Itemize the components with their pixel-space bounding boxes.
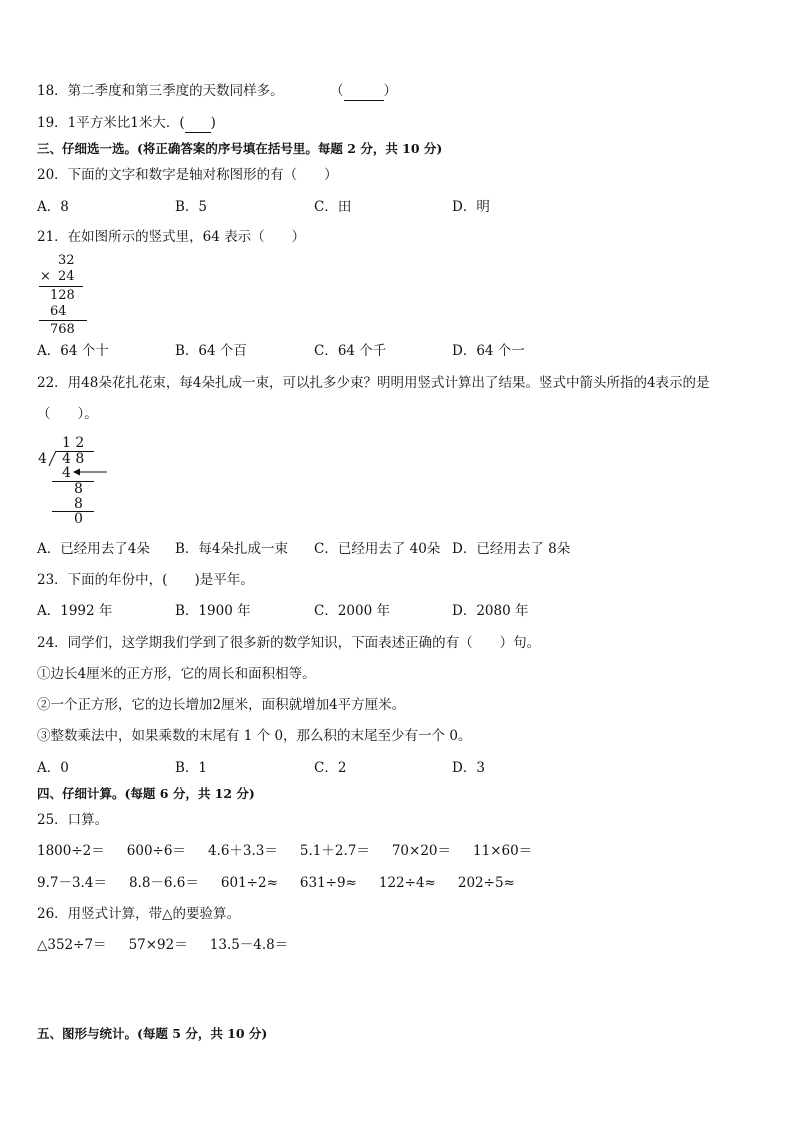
div-subtract-1: 4 [62, 465, 71, 481]
q21-option-c: C．64 个千 [314, 343, 387, 359]
calc-second-number: 24 [58, 269, 75, 284]
q23-option-a: A．1992 年 [37, 603, 113, 619]
question-18-text: 18．第二季度和第三季度的天数同样多。 [37, 83, 284, 99]
q24-statement-3: ③整数乘法中，如果乘数的末尾有 1 个 0，那么积的末尾至少有一个 0。 [37, 728, 472, 744]
q21-option-d: D．64 个一 [452, 343, 525, 359]
q26-row [37, 936, 310, 954]
question-24-text: 24．同学们，这学期我们学到了很多新的数学知识，下面表述正确的有（ ）句。 [37, 635, 541, 651]
calc-top-number: 32 [58, 253, 75, 268]
div-remainder-1: 8 [74, 481, 83, 497]
q21-option-a: A．64 个十 [37, 343, 109, 359]
calc-item: 4.6＋3.3＝ [207, 843, 278, 859]
calc-result: 768 [50, 322, 75, 337]
calc-partial-2: 64 [50, 304, 67, 319]
q20-option-a: A．8 [37, 199, 69, 215]
calc-item: 5.1＋2.7＝ [299, 843, 370, 859]
division-bracket [48, 449, 58, 467]
calc-item: 600÷6＝ [126, 843, 186, 859]
div-dividend: 4 8 [62, 451, 85, 467]
q22-option-c: C．已经用去了 40朵 [314, 541, 441, 557]
section-3-heading: 三、仔细选一选。(将正确答案的序号填在括号里。每题 2 分，共 10 分) [37, 141, 443, 156]
q22-option-d: D．已经用去了 8朵 [452, 541, 571, 557]
calc-item: 9.7－3.4＝ [37, 875, 107, 891]
question-18 [37, 82, 284, 100]
q23-option-c: C．2000 年 [314, 603, 390, 619]
q23-option-b: B．1900 年 [175, 603, 251, 619]
paren-close: ) [210, 115, 216, 131]
calc-rule-2 [39, 320, 87, 321]
div-rule-2 [52, 511, 94, 512]
q20-option-d: D．明 [452, 199, 490, 215]
calc-item: 11×60＝ [473, 843, 533, 859]
q24-option-a: A．0 [37, 760, 69, 776]
calc-item: 8.8－6.6＝ [128, 875, 199, 891]
q24-statement-2: ②一个正方形，它的边长增加2厘米，面积就增加4平方厘米。 [37, 697, 406, 713]
section-5-heading: 五、图形与统计。(每题 5 分，共 10 分) [37, 1026, 268, 1041]
div-rule-1 [52, 481, 94, 482]
blank-line [344, 82, 384, 101]
q20-option-b: B．5 [175, 199, 208, 215]
calc-item: 1800÷2＝ [37, 843, 105, 859]
calc-rule-1 [39, 286, 83, 287]
question-22-text-2: （ ）。 [37, 406, 98, 422]
paren-close: ） [383, 83, 397, 99]
q23-option-d: D．2080 年 [452, 603, 529, 619]
q22-option-a: A．已经用去了4朵 [37, 541, 150, 557]
question-22-text: 22．用48朵花扎花束，每4朵扎成一束，可以扎多少束？明明用竖式计算出了结果。竖式中箭头所指的4表示的是 [37, 375, 710, 391]
calc-item: 57×92＝ [128, 937, 188, 953]
section-4-heading: 四、仔细计算。(每题 6 分，共 12 分) [37, 786, 255, 801]
calc-partial-1: 128 [50, 288, 75, 303]
paren-open: （ [330, 83, 344, 99]
question-26-text: 26．用竖式计算，带△的要验算。 [37, 906, 241, 922]
q24-option-c: C．2 [314, 760, 347, 776]
question-19 [37, 114, 216, 133]
calc-item: 202÷5≈ [457, 875, 515, 891]
q24-option-b: B．1 [175, 760, 208, 776]
question-19-text: 19．1平方米比1米大．( [37, 115, 185, 131]
div-remainder-2: 0 [74, 511, 83, 527]
question-21-text: 21．在如图所示的竖式里，64 表示（ ） [37, 229, 306, 245]
calc-item: 122÷4≈ [378, 875, 436, 891]
div-divisor: 4 [38, 451, 47, 467]
q24-option-d: D．3 [452, 760, 485, 776]
q20-option-c: C．田 [314, 199, 352, 215]
q25-row-1 [37, 842, 554, 860]
calc-item: 631÷9≈ [299, 875, 357, 891]
div-subtract-2: 8 [74, 496, 83, 512]
q22-option-b: B．每4朵扎成一束 [175, 541, 289, 557]
answer-blank-18 [330, 82, 397, 101]
div-quotient: 1 2 [62, 435, 85, 451]
q24-statement-1: ①边长4厘米的正方形，它的周长和面积相等。 [37, 666, 316, 682]
q25-row-2 [37, 874, 537, 892]
multiply-sign: × [40, 269, 51, 284]
q21-option-b: B．64 个百 [175, 343, 247, 359]
blank-line [185, 114, 211, 133]
question-25-text: 25．口算。 [37, 812, 109, 828]
calc-item: 13.5－4.8＝ [209, 937, 289, 953]
calc-item: 601÷2≈ [220, 875, 278, 891]
question-20-text: 20．下面的文字和数字是轴对称图形的有（ ） [37, 167, 338, 183]
calc-item: 70×20＝ [391, 843, 452, 859]
question-23-text: 23．下面的年份中，( )是平年。 [37, 572, 254, 588]
calc-item: △352÷7＝ [37, 937, 107, 953]
arrow-left-icon [72, 466, 108, 478]
